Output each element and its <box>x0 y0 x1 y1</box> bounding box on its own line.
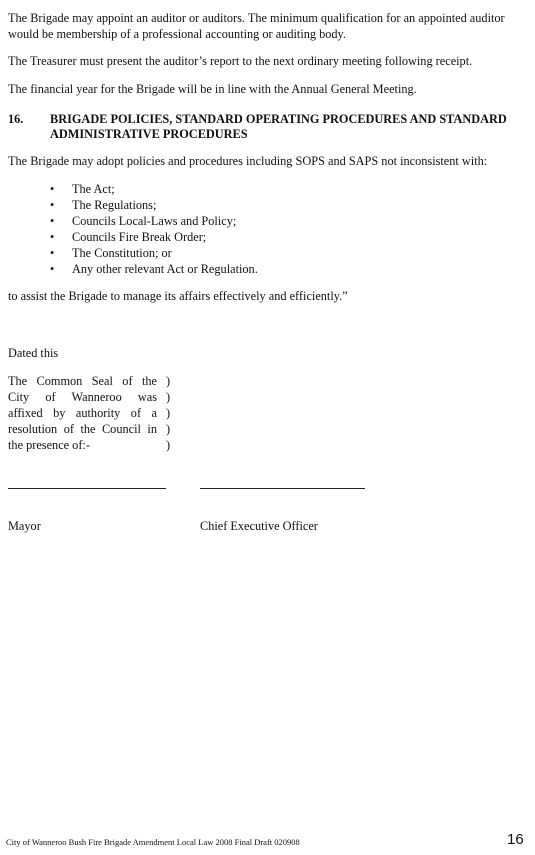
treasurer-paragraph: The Treasurer must present the auditor’s report to the next ordinary meeting following receipt. <box>8 54 473 68</box>
bracket: ) <box>166 438 171 452</box>
list-item: • Councils Local-Laws and Policy; <box>50 213 258 229</box>
ceo-signature-line <box>200 488 365 489</box>
closing-paragraph: to assist the Brigade to manage its affairs effectively and efficiently.” <box>8 289 348 303</box>
section-number: 16. <box>8 112 24 126</box>
list-item: • The Regulations; <box>50 197 258 213</box>
seal-brackets <box>166 373 170 453</box>
seal-line: The Common Seal of the <box>8 374 157 388</box>
auditor-paragraph: The Brigade may appoint an auditor or auditors. The minimum qualification for an appointed auditor would be membership of a professional accounting or auditing body. <box>8 11 505 41</box>
seal-line: the presence of:- <box>8 438 90 452</box>
seal-line: resolution of the Council in <box>8 422 157 436</box>
ceo-label: Chief Executive Officer <box>200 519 318 533</box>
seal-line: City of Wanneroo was <box>8 390 157 404</box>
bullet-list <box>50 181 258 277</box>
footer-text: City of Wanneroo Bush Fire Brigade Amendment Local Law 2008 Final Draft 020908 <box>6 837 300 847</box>
section-heading-line-1: BRIGADE POLICIES, STANDARD OPERATING PROCEDURES AND STANDARD <box>50 112 507 126</box>
list-item: • The Act; <box>50 181 258 197</box>
mayor-label: Mayor <box>8 519 41 533</box>
section-heading <box>50 112 530 142</box>
mayor-signature-line <box>8 488 166 489</box>
dated-label: Dated this <box>8 346 59 360</box>
bracket: ) <box>166 374 171 388</box>
seal-line: affixed by authority of a <box>8 406 157 420</box>
list-item: • Any other relevant Act or Regulation. <box>50 261 258 277</box>
common-seal-statement <box>8 373 157 453</box>
bracket: ) <box>166 422 171 436</box>
page-number: 16 <box>507 831 524 848</box>
financial-year-paragraph: The financial year for the Brigade will be in line with the Annual General Meeting. <box>8 82 417 96</box>
list-item: • Councils Fire Break Order; <box>50 229 258 245</box>
bracket: ) <box>166 406 171 420</box>
list-item: • The Constitution; or <box>50 245 258 261</box>
bracket: ) <box>166 390 171 404</box>
section-heading-line-2: ADMINISTRATIVE PROCEDURES <box>50 127 248 141</box>
section-intro: The Brigade may adopt policies and procedures including SOPS and SAPS not inconsistent with: <box>8 154 488 168</box>
